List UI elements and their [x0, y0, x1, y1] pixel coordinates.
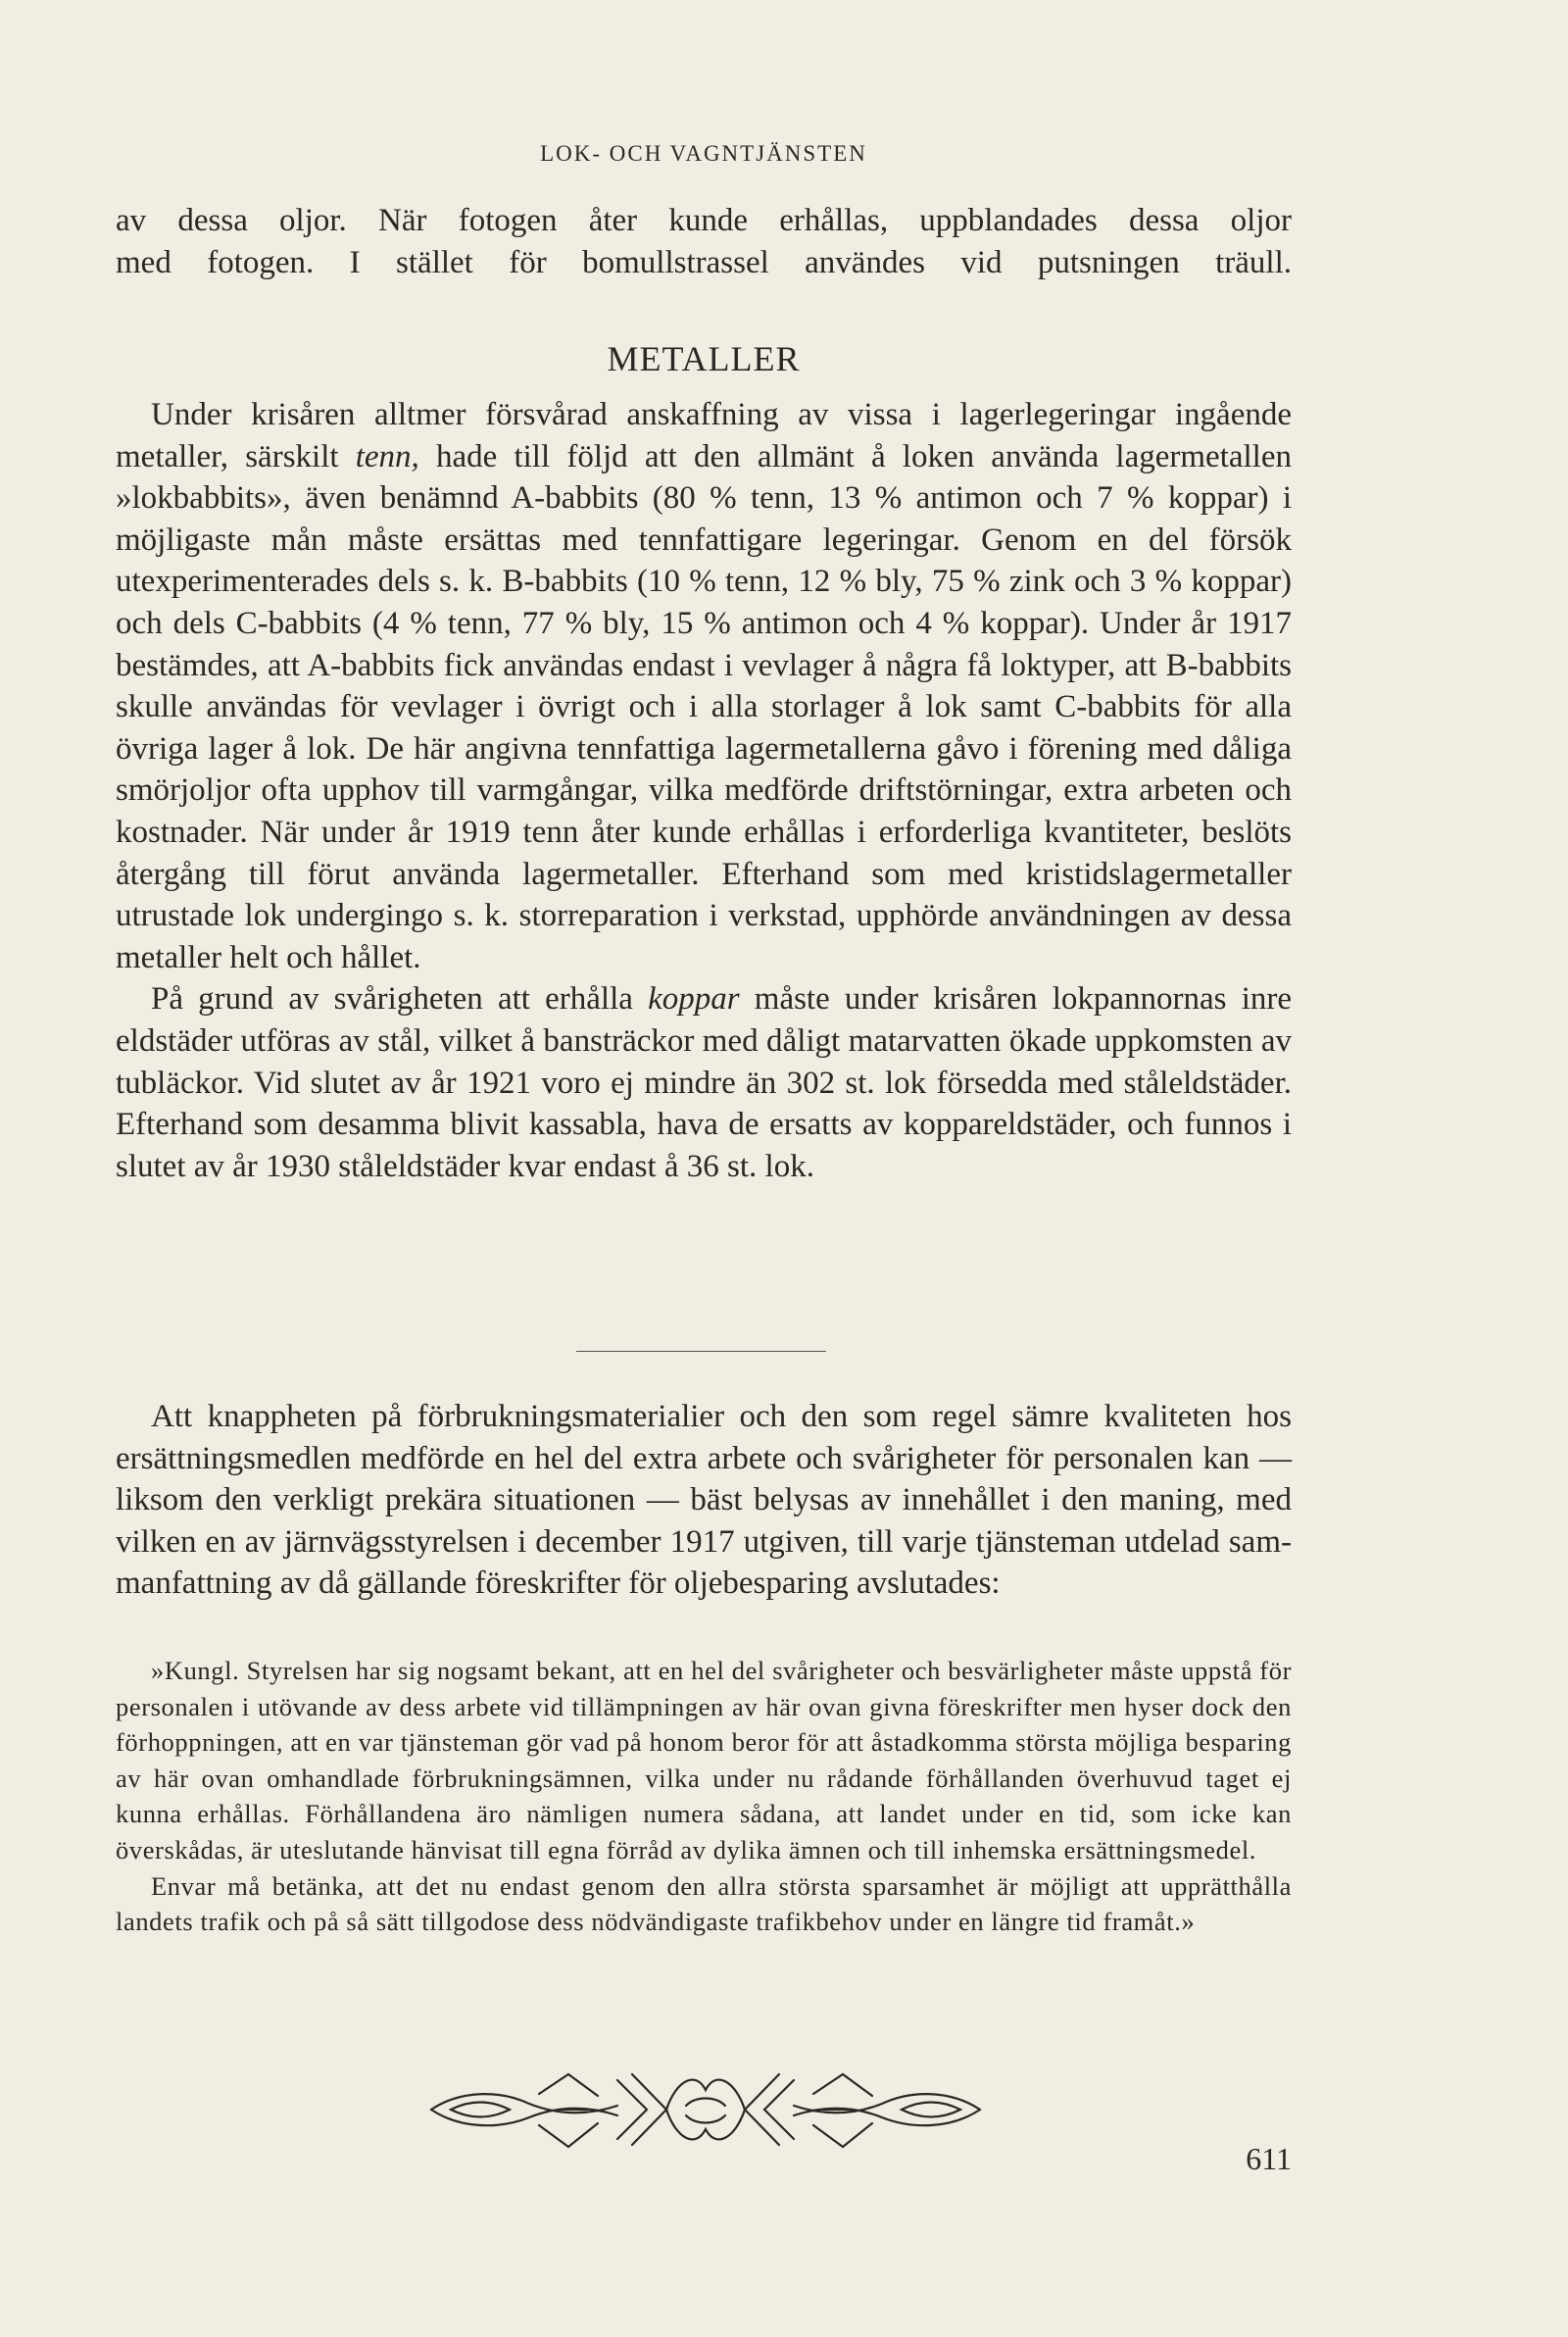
section-2 — [116, 1396, 1292, 1605]
quote-paragraph-1: »Kungl. Styrelsen har sig nogsamt bekant, att en hel del svårigheter och besvärligheter måste uppstå för personalen i utövande av dess arbete vid tillämpningen av här ovan givna föreskrifter men hyser dock den förhoppningen, att en var tjänsteman gör vad på honom beror för att åstadkomma största möjliga besparing av här ovan omhandlade förbrukningsämnen, vilka under nu rådande förhållanden överhuvud taget ej kunna erhållas. Förhållandena äro nämligen numera sådana, att landet under en tid, som icke kan överskådas, är uteslutande hänvisat till egna förråd av dylika ämnen och till inhemska ersättningsmedel. — [116, 1656, 1292, 1865]
intro-text — [116, 200, 1292, 283]
section-title: METALLER — [607, 339, 801, 378]
p1-emphasis: tenn, — [355, 438, 419, 474]
quoted-notice — [116, 1653, 1292, 1940]
p1-text-before: Under krisåren alltmer försvårad anskaffning av vissa i lagerlegeringar ingående metaller, särskilt — [116, 397, 1292, 474]
intro-line-2: med fotogen. I stället för bomullstrassel användes vid putsningen träull. — [116, 244, 1292, 280]
page-number: 611 — [1246, 2141, 1292, 2176]
metaller-paragraph-2 — [116, 978, 1292, 1187]
p1-text-after: hade till följd att den allmänt å loken använda lagermetallen »lokbabbits», även benämnd A-babbits (80 % tenn, 13 % antimon och 7 % koppar) i möjligaste mån måste ersättas med tennfattigare legeringar. Genom en del försök utexperimenterades dels s. k. B-babbits (10 % tenn, 12 % bly, 75 % zink och 3 % koppar) och dels C-babbits (4 % tenn, 77 % bly, 15 % antimon och 4 % koppar). Under år 1917 bestämdes, att A-babbits fick användas endast i vevlager å några få loktyper, att B-babbits skulle användas för vevlager i övrigt och i alla storlager å lok samt C-babbits för alla övriga lager å lok. De här angivna tennfattiga lagermetallerna gåvo i förening med dåliga smörjoljor ofta upphov till varmgångar, vilka medförde driftstörningar, extra arbeten och kostnader. När under år 1919 tenn åter kunde erhållas i erforderliga kvantiteter, beslöts återgång till förut använda lagermetaller. Efterhand som med kristidslagermetaller utrustade lok undergingo s. k. storreparation i verkstad, upphörde användningen av dessa metaller helt och hållet. — [116, 438, 1292, 975]
metaller-paragraph-1 — [116, 394, 1292, 978]
section-2-paragraph: Att knappheten på förbrukningsmaterialier och den som regel sämre kvaliteten hos ersättningsmedlen medförde en hel del extra arbete och svårigheter för personalen kan — liksom den verkligt prekära situationen — bäst belysas av innehållet i den maning, med vilken en av järnvägsstyrelsen i december 1917 utgiven, till varje tjänsteman utdelad sammanfattning av då gällande föreskrifter för oljebesparing avslutades: — [116, 1399, 1292, 1602]
p2-emphasis: koppar — [648, 981, 740, 1018]
running-head: LOK- OCH VAGNTJÄNSTEN — [540, 141, 867, 166]
p2-text-after: måste under krisåren lokpannornas inre eldstäder utföras av stål, vilket å bansträckor med dåligt matarvatten ökade uppkomsten av tubläckor. Vid slutet av år 1921 voro ej mindre än 302 st. lok försedda med ståleldstäder. Efterhand som desamma blivit kassabla, hava de ersatts av koppareldstäder, och funnos i slutet av år 1930 ståleldstäder kvar endast å 36 st. lok. — [116, 981, 1292, 1184]
quote-paragraph-2: Envar må betänka, att det nu endast genom den allra största sparsamhet är möjligt att upprätthålla landets trafik och på så sätt tillgodose dess nödvändigaste trafikbehov under en längre tid framåt.» — [116, 1870, 1292, 1937]
book-page — [116, 0, 1292, 2337]
intro-line-1: av dessa oljor. När fotogen åter kunde erhållas, uppblandades dessa oljor — [116, 203, 1292, 238]
decorative-ornament-icon — [421, 2061, 990, 2159]
section-divider — [576, 1351, 826, 1352]
p2-text-before: På grund av svårigheten att erhålla — [151, 981, 649, 1018]
metaller-section — [116, 394, 1292, 1187]
